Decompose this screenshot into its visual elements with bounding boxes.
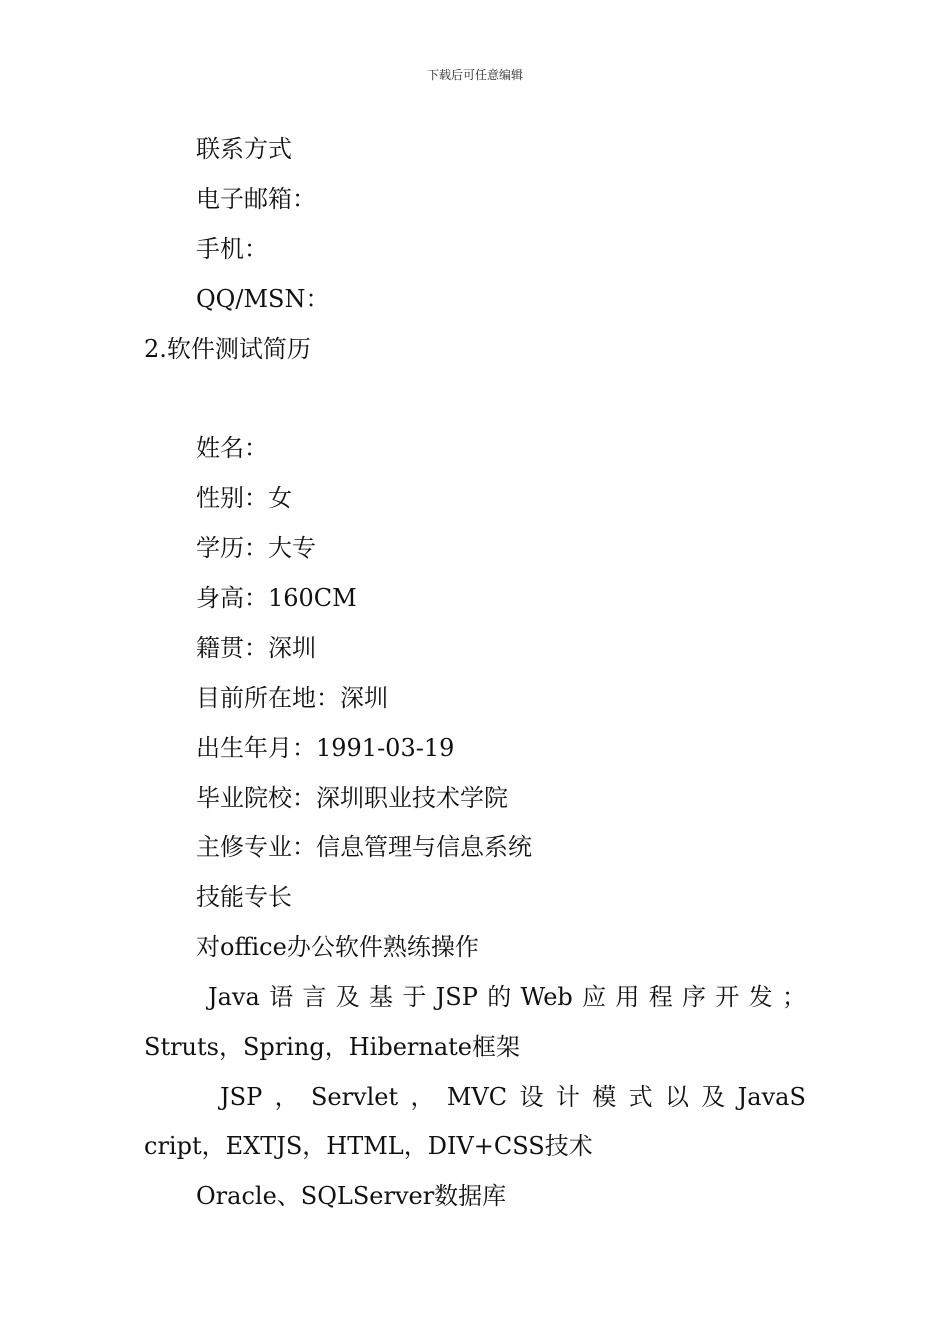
birth-field: 出生年月：1991-03-19 [196,734,455,762]
location-field: 目前所在地：深圳 [196,684,388,712]
contact-title: 联系方式 [196,135,292,163]
gender-field: 性别：女 [196,484,292,512]
skill-java-line1: Java 语 言 及 基 于 JSP 的 Web 应 用 程 序 开 发 ； [208,983,806,1011]
skill-java-line2: Struts，Spring，Hibernate框架 [144,1033,521,1061]
email-label: 电子邮箱： [196,185,316,213]
hometown-field: 籍贯：深圳 [196,634,316,662]
major-field: 主修专业：信息管理与信息系统 [196,833,532,861]
skill-web-line2: cript，EXTJS，HTML，DIV+CSS技术 [144,1132,593,1160]
skill-office: 对office办公软件熟练操作 [196,933,479,961]
height-field: 身高：160CM [196,584,357,612]
section-title: 2.软件测试简历 [144,335,311,363]
name-label: 姓名： [196,434,268,462]
page-header: 下载后可任意编辑 [426,68,523,82]
education-field: 学历：大专 [196,534,316,562]
qq-msn-label: QQ/MSN： [196,285,330,313]
school-field: 毕业院校：深圳职业技术学院 [196,784,508,812]
skill-database: Oracle、SQLServer数据库 [196,1182,507,1210]
phone-label: 手机： [196,235,268,263]
skills-title: 技能专长 [196,883,292,911]
skill-web-line1: JSP ， Servlet ， MVC 设 计 模 式 以 及 JavaS [220,1083,806,1111]
